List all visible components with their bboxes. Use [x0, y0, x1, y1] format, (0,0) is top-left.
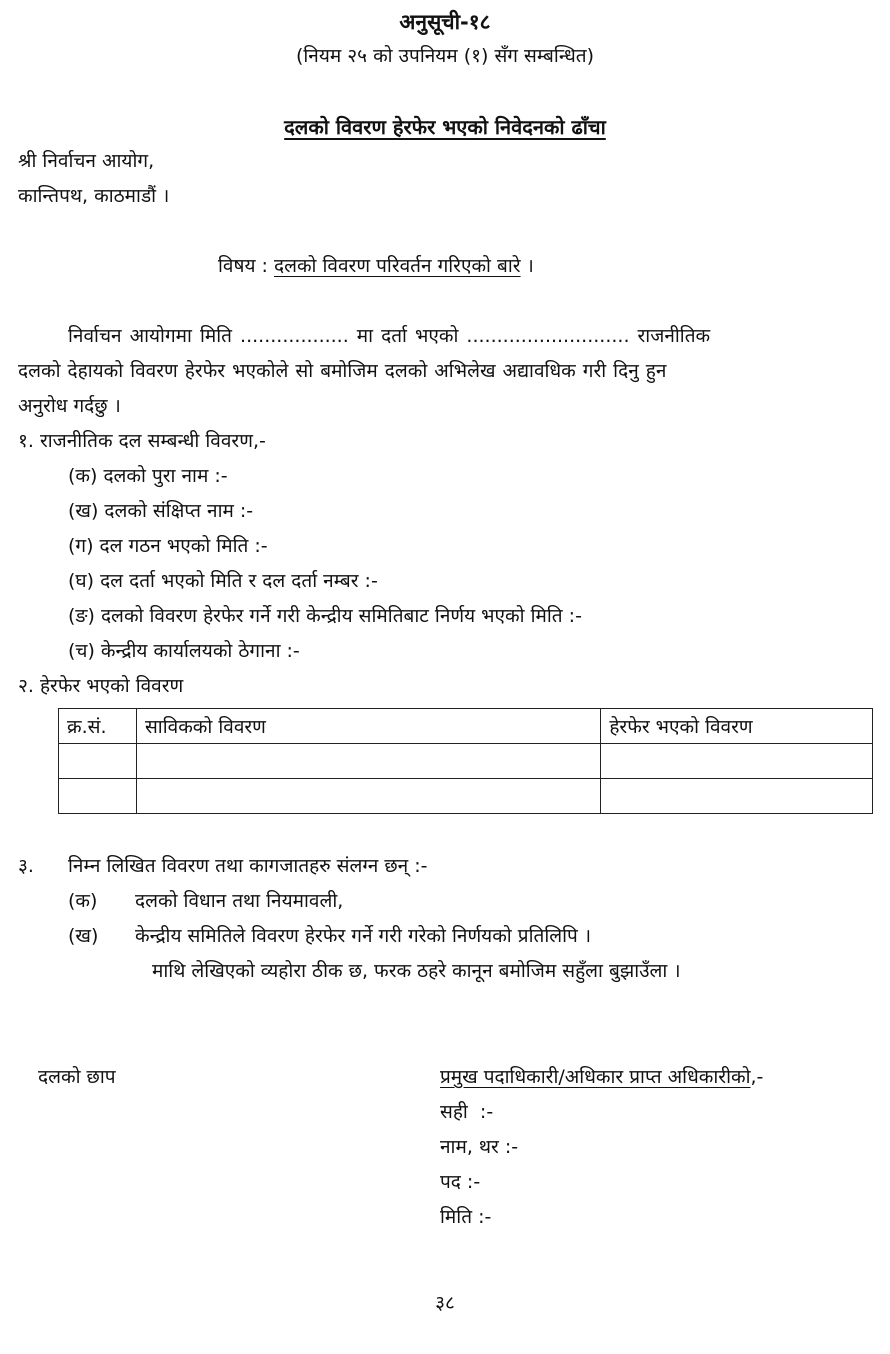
page-number: ३८: [435, 1292, 455, 1314]
changes-table: [58, 708, 873, 814]
table-cell[interactable]: [59, 744, 137, 779]
signatory-heading-line: [440, 1066, 763, 1089]
designation-field: पद :-: [440, 1171, 481, 1193]
section1-heading: १. राजनीतिक दल सम्बन्धी विवरण,-: [18, 430, 266, 452]
body-line-3: अनुरोध गर्दछु ।: [18, 395, 121, 417]
section1-item: (क) दलको पुरा नाम :-: [68, 465, 228, 487]
section3-number: ३.: [18, 855, 34, 877]
declaration: माथि लेखिएको व्यहोरा ठीक छ, फरक ठहरे कानून बमोजिम सहुँला बुझाउँला ।: [152, 960, 681, 982]
subject-label: विषय :: [218, 255, 268, 277]
section1-item: (ग) दल गठन भएको मिति :-: [68, 535, 268, 557]
column-header-changed: हेरफेर भएको विवरण: [601, 709, 873, 744]
form-title-wrap: [0, 115, 890, 140]
signatory-heading: प्रमुख पदाधिकारी/अधिकार प्राप्त अधिकारीको: [440, 1066, 751, 1088]
column-header-previous: साविकको विवरण: [136, 709, 600, 744]
section1-item: (च) केन्द्रीय कार्यालयको ठेगाना :-: [68, 640, 300, 662]
section3-heading: निम्न लिखित विवरण तथा कागजातहरु संलग्न छन् :-: [68, 855, 428, 877]
section3-item-marker: (ख): [68, 925, 99, 947]
table-row: [59, 779, 873, 814]
schedule-title: अनुसूची-१८: [399, 10, 491, 34]
section1-item: (घ) दल दर्ता भएको मिति र दल दर्ता नम्बर :-: [68, 570, 378, 592]
section1-item: (ङ) दलको विवरण हेरफेर गर्ने गरी केन्द्रीय समितिबाट निर्णय भएको मिति :-: [68, 605, 582, 627]
signature-field: सही :-: [440, 1101, 494, 1123]
table-cell[interactable]: [601, 779, 873, 814]
subject-end: ।: [526, 255, 534, 277]
table-cell[interactable]: [59, 779, 137, 814]
section3-item-marker: (क): [68, 890, 98, 912]
column-header-serial: क्र.सं.: [59, 709, 137, 744]
body-line-2: दलको देहायको विवरण हेरफेर भएकोले सो बमोजिम दलको अभिलेख अद्यावधिक गरी दिनु हुन: [18, 360, 667, 382]
form-title: दलको विवरण हेरफेर भएको निवेदनको ढाँचा: [284, 115, 606, 139]
section2-heading: २. हेरफेर भएको विवरण: [18, 675, 184, 697]
section3-item-text: दलको विधान तथा नियमावली,: [135, 890, 344, 912]
name-field: नाम, थर :-: [440, 1136, 519, 1158]
table-cell[interactable]: [601, 744, 873, 779]
table-row: [59, 744, 873, 779]
table-cell[interactable]: [136, 744, 600, 779]
addressee-line-1: श्री निर्वाचन आयोग,: [18, 150, 155, 172]
subject-line: [218, 255, 534, 278]
body-line-1: निर्वाचन आयोगमा मिति .................. मा दर्ता भएको ........................... राजनीतिक: [68, 325, 711, 347]
table-header-row: [59, 709, 873, 744]
table-cell[interactable]: [136, 779, 600, 814]
schedule-subtitle: (नियम २५ को उपनियम (१) सँग सम्बन्धित): [295, 45, 595, 67]
addressee-line-2: कान्तिपथ, काठमाडौं ।: [18, 185, 170, 207]
subject-text: दलको विवरण परिवर्तन गरिएको बारे: [273, 255, 521, 277]
signatory-heading-suffix: ,-: [750, 1066, 764, 1088]
party-seal-label: दलको छाप: [38, 1066, 116, 1088]
section1-item: (ख) दलको संक्षिप्त नाम :-: [68, 500, 254, 522]
section3-item-text: केन्द्रीय समितिले विवरण हेरफेर गर्ने गरी गरेको निर्णयको प्रतिलिपि ।: [135, 925, 592, 947]
date-field: मिति :-: [440, 1206, 492, 1228]
